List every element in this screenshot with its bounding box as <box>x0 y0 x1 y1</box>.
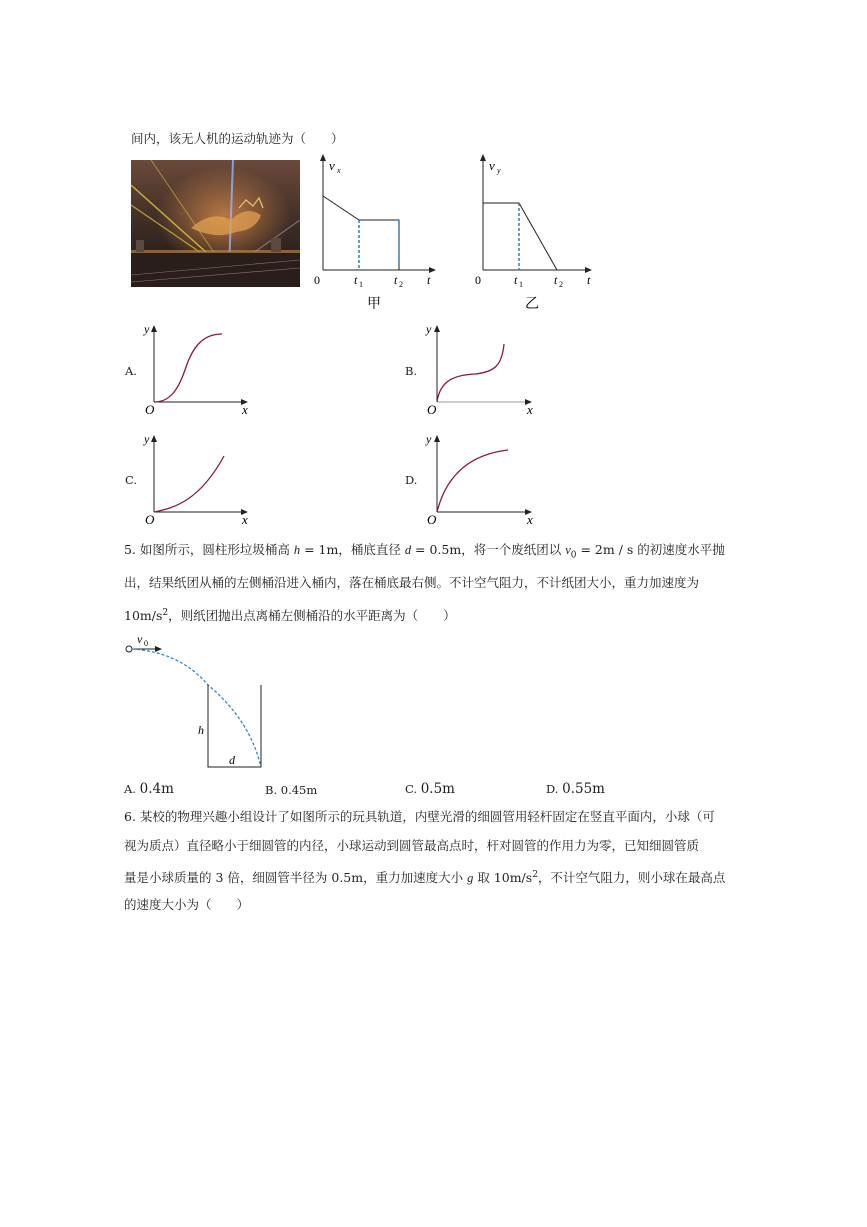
graph-yi-t-label: t <box>587 273 591 287</box>
q5-option-b[interactable]: B. 0.45m <box>265 783 318 797</box>
q6-l3-sup: 2 <box>532 870 538 880</box>
question-intro-line: 间内，该无人机的运动轨迹为（ ） <box>131 131 344 146</box>
graph-jia-caption: 甲 <box>367 297 381 312</box>
q5-var-v: v <box>565 543 571 557</box>
option-d-letter: D. <box>405 473 418 487</box>
option-d-x-label: x <box>527 512 533 527</box>
q5-trash-can-figure <box>120 630 280 775</box>
option-c-x-label: x <box>242 512 248 527</box>
option-b-graph[interactable] <box>420 320 545 420</box>
graph-yi-caption: 乙 <box>525 297 539 312</box>
graph-yi <box>470 152 605 317</box>
q5-l3-sup: 2 <box>162 608 169 618</box>
q5-option-c[interactable]: C. 0.5m <box>405 781 455 797</box>
option-a-x-label: x <box>242 402 248 417</box>
q5-fig-h: h <box>198 723 204 737</box>
q5-option-d[interactable]: D. 0.55m <box>546 781 605 797</box>
option-a-letter: A. <box>125 364 137 378</box>
graph-jia-t2-sub: 2 <box>399 280 403 289</box>
graph-jia-t1-sub: 1 <box>359 280 363 289</box>
option-c-y-label: y <box>144 432 150 446</box>
q5-fig-v0-sub: 0 <box>144 639 148 648</box>
q5-fig-v0: v <box>137 632 143 646</box>
graph-yi-t2-sub: 2 <box>559 280 563 289</box>
graph-jia-y-sub: x <box>337 166 341 175</box>
graph-jia-y-label: v <box>329 158 335 173</box>
q5-line-2: 出，结果纸团从桶的左侧桶沿进入桶内，落在桶底最右侧。不计空气阻力，不计纸团大小，重力加速度为 <box>124 575 700 590</box>
q5-paper-ball <box>126 646 132 652</box>
graph-yi-y-arrow <box>480 154 486 161</box>
graph-jia-t-label: t <box>427 273 431 287</box>
option-c-origin: O <box>145 512 155 527</box>
graph-yi-t2: t <box>554 273 558 287</box>
q5-l3-b: ，则纸团抛出点离桶左侧桶沿的水平距离为（ ） <box>168 608 456 624</box>
q5-var-h: h <box>293 543 301 557</box>
option-d-origin: O <box>427 512 437 527</box>
option-b-origin: O <box>427 402 437 417</box>
option-b-y-label: y <box>426 322 432 336</box>
q5-fig-d: d <box>229 753 235 767</box>
graph-yi-t1: t <box>514 273 518 287</box>
q5-l1-e: = 2m / s 的初速度水平抛 <box>576 542 725 557</box>
graph-jia-t1: t <box>354 273 358 287</box>
q5-var-v-sub: 0 <box>570 550 577 561</box>
graph-jia-t2: t <box>394 273 398 287</box>
q5-var-d: d <box>404 543 412 557</box>
option-a-graph[interactable] <box>140 320 260 420</box>
q5-l1-a: 5. 如图所示，圆柱形垃圾桶高 <box>124 542 294 557</box>
graph-jia-vx-line <box>323 196 399 270</box>
option-d-graph[interactable] <box>420 430 545 530</box>
graph-jia-y-arrow <box>320 154 326 161</box>
drone-show-photo <box>131 160 300 287</box>
q6-line-3 <box>124 867 725 886</box>
q6-l3-b: 取 10m/s <box>473 870 533 886</box>
graph-yi-vy-line <box>483 203 557 270</box>
graph-yi-t1-sub: 1 <box>519 280 523 289</box>
q5-l1-b: = 1m，桶底直径 <box>300 542 405 557</box>
q6-l3-a: 量是小球质量的 3 倍，细圆管半径为 0.5m，重力加速度大小 <box>124 870 468 886</box>
option-c-curve <box>154 456 224 512</box>
graph-yi-y-sub: y <box>497 166 501 175</box>
q6-line-2: 视为质点）直径略小于细圆管的内径，小球运动到圆管最高点时，杆对圆管的作用力为零，已知细圆管质 <box>124 838 700 853</box>
graph-jia-origin: 0 <box>314 273 320 287</box>
option-d-y-label: y <box>426 432 432 446</box>
option-b-x-label: x <box>527 402 533 417</box>
q5-line-3 <box>124 605 456 624</box>
option-b-letter: B. <box>405 364 418 378</box>
q5-l3-a: 10m/s <box>124 608 163 624</box>
graph-jia <box>310 152 445 317</box>
q6-l3-c: ，不计空气阻力，则小球在最高点 <box>537 870 726 886</box>
option-c-graph[interactable] <box>140 430 260 530</box>
graph-yi-y-label: v <box>489 158 495 173</box>
option-a-curve <box>154 334 222 402</box>
q5-l1-c: = 0.5m，将一个废纸团以 <box>411 542 566 557</box>
option-a-origin: O <box>145 402 155 417</box>
q5-line-1 <box>124 542 725 564</box>
q5-option-a[interactable]: A. 0.4m <box>124 781 174 797</box>
graph-yi-origin: 0 <box>475 273 481 287</box>
drone-show-image <box>131 160 300 287</box>
option-b-curve <box>437 344 504 402</box>
q5-trajectory <box>132 649 261 767</box>
q6-line-1: 6. 某校的物理兴趣小组设计了如图所示的玩具轨道，内壁光滑的细圆管用轻杆固定在竖直平面内，小球（可 <box>124 809 715 824</box>
q6-var-g: g <box>467 871 474 886</box>
option-d-curve <box>437 450 508 512</box>
option-a-y-label: y <box>144 322 150 336</box>
option-c-letter: C. <box>125 473 138 487</box>
q6-line-4: 的速度大小为（ ） <box>124 897 250 912</box>
